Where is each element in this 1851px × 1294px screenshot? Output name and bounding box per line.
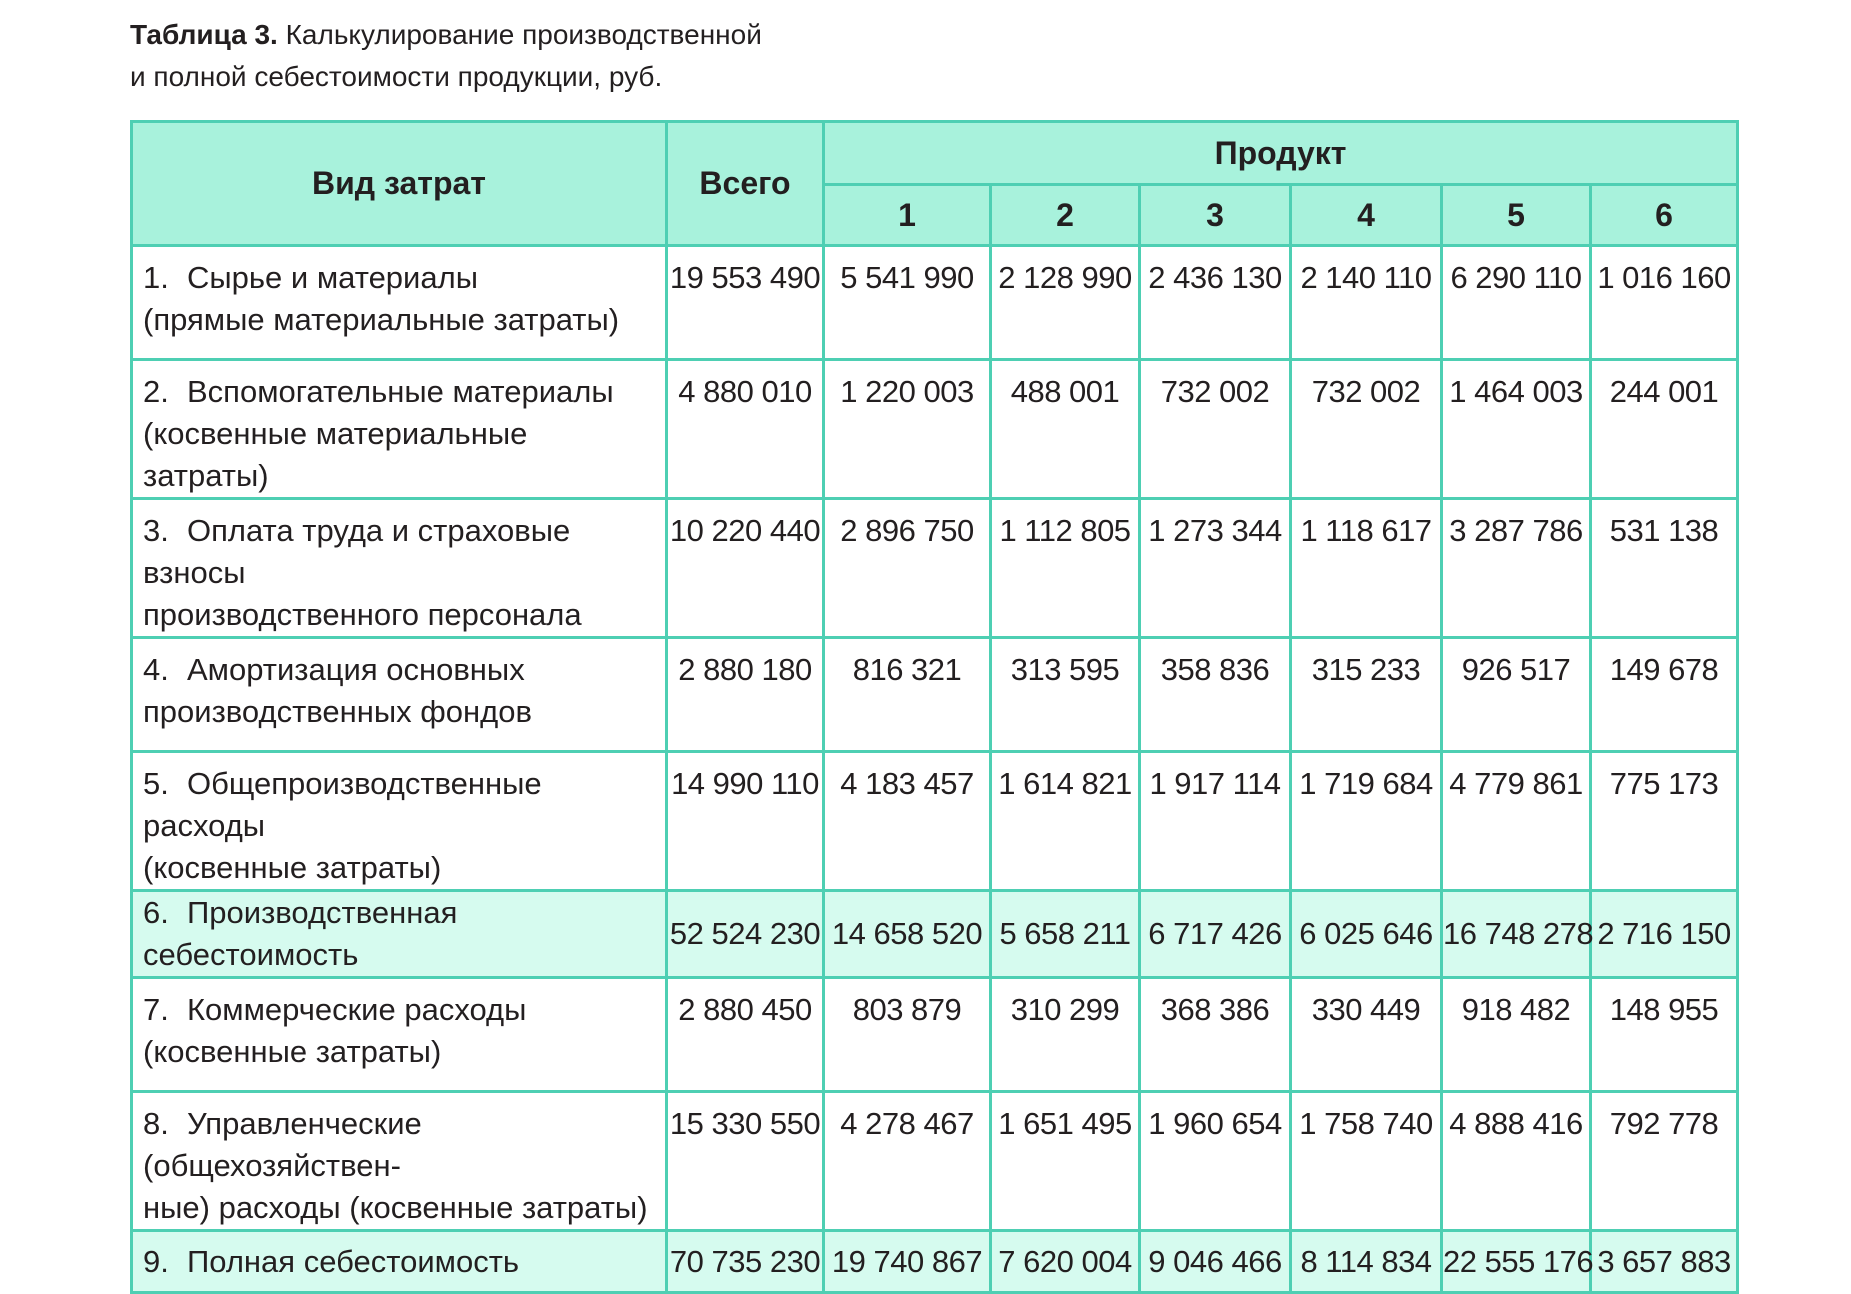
table-row [132,246,1738,360]
row-label-line-1: Сырье и материалы [187,260,478,295]
cell-product-4: 330 449 [1291,978,1442,1092]
row-label-line-1: Коммерческие расходы [187,992,527,1027]
row-number: 7. [143,992,169,1027]
row-number: 8. [143,1106,169,1141]
cell-product-1: 4 183 457 [824,752,991,891]
cell-product-4: 1 719 684 [1291,752,1442,891]
row-label [132,1231,667,1293]
cell-product-6: 3 657 883 [1591,1231,1738,1293]
cell-product-2: 2 128 990 [991,246,1140,360]
row-number: 9. [143,1243,169,1279]
cell-product-1: 816 321 [824,638,991,752]
cell-product-2: 1 614 821 [991,752,1140,891]
header-product-5: 5 [1442,185,1591,246]
cell-product-6: 148 955 [1591,978,1738,1092]
cell-product-2: 5 658 211 [991,891,1140,978]
row-label [132,978,667,1092]
row-label-line-1: Управленческие (общехозяйствен- [143,1106,422,1183]
header-total: Всего [667,122,824,246]
cell-product-1: 2 896 750 [824,499,991,638]
cell-total: 10 220 440 [667,499,824,638]
cell-product-1: 803 879 [824,978,991,1092]
table-row [132,499,1738,638]
cell-product-5: 3 287 786 [1442,499,1591,638]
cell-product-6: 244 001 [1591,360,1738,499]
header-product: Продукт [824,122,1738,185]
row-label-line-1: Полная себестоимость [187,1243,520,1279]
header-product-3: 3 [1140,185,1291,246]
cell-product-3: 368 386 [1140,978,1291,1092]
cell-product-3: 2 436 130 [1140,246,1291,360]
row-label-line-2: производственного персонала [143,597,582,632]
row-label-line-2: (косвенные материальные затраты) [143,416,528,493]
table-row [132,1092,1738,1231]
cell-product-5: 22 555 176 [1442,1231,1591,1293]
cell-product-2: 310 299 [991,978,1140,1092]
header-cost-type: Вид затрат [132,122,667,246]
row-label-line-2: производственных фондов [143,694,532,729]
cell-product-4: 6 025 646 [1291,891,1442,978]
row-label-line-2: (прямые материальные затраты) [143,302,620,337]
row-label-line-2: (косвенные затраты) [143,1034,442,1069]
cell-product-1: 1 220 003 [824,360,991,499]
cell-product-1: 4 278 467 [824,1092,991,1231]
cell-total: 15 330 550 [667,1092,824,1231]
cell-product-3: 358 836 [1140,638,1291,752]
cell-product-3: 1 917 114 [1140,752,1291,891]
cell-total: 70 735 230 [667,1231,824,1293]
cell-product-3: 9 046 466 [1140,1231,1291,1293]
caption-label: Таблица 3. [130,19,278,50]
cell-product-6: 792 778 [1591,1092,1738,1231]
header-product-1: 1 [824,185,991,246]
row-number: 6. [143,895,169,930]
row-label-line-2: (косвенные затраты) [143,850,442,885]
cell-product-5: 6 290 110 [1442,246,1591,360]
table-row-subtotal [132,891,1738,978]
row-label [132,246,667,360]
table-row [132,638,1738,752]
row-label [132,499,667,638]
header-product-2: 2 [991,185,1140,246]
table-row [132,978,1738,1092]
cell-product-6: 149 678 [1591,638,1738,752]
cell-product-5: 926 517 [1442,638,1591,752]
table-caption [130,14,762,98]
row-label [132,1092,667,1231]
cell-product-2: 1 112 805 [991,499,1140,638]
cell-product-5: 4 779 861 [1442,752,1591,891]
row-label [132,891,667,978]
cell-product-5: 16 748 278 [1442,891,1591,978]
table-row [132,360,1738,499]
cell-product-6: 531 138 [1591,499,1738,638]
row-number: 5. [143,766,169,801]
cell-product-2: 1 651 495 [991,1092,1140,1231]
cell-product-5: 1 464 003 [1442,360,1591,499]
row-label-line-2: ные) расходы (косвенные затраты) [143,1190,648,1225]
cost-calculation-table [130,120,1739,1294]
cell-product-2: 7 620 004 [991,1231,1140,1293]
cell-total: 4 880 010 [667,360,824,499]
header-product-4: 4 [1291,185,1442,246]
caption-title-part-1: Калькулирование производственной [285,19,762,50]
cell-product-5: 918 482 [1442,978,1591,1092]
cell-total: 14 990 110 [667,752,824,891]
table-row-total [132,1231,1738,1293]
row-label-line-1: Производственная себестоимость [143,895,458,972]
cell-total: 2 880 180 [667,638,824,752]
table-row [132,752,1738,891]
row-label [132,638,667,752]
caption-line-1 [130,14,762,56]
cell-product-6: 775 173 [1591,752,1738,891]
row-label-line-1: Общепроизводственные расходы [143,766,542,843]
cell-product-4: 1 758 740 [1291,1092,1442,1231]
cell-product-1: 14 658 520 [824,891,991,978]
row-number: 2. [143,374,169,409]
cell-product-4: 8 114 834 [1291,1231,1442,1293]
row-number: 1. [143,260,169,295]
row-label [132,360,667,499]
row-number: 3. [143,513,169,548]
cell-product-2: 488 001 [991,360,1140,499]
cell-product-3: 1 273 344 [1140,499,1291,638]
row-label [132,752,667,891]
row-label-line-1: Вспомогательные материалы [187,374,614,409]
cell-product-4: 315 233 [1291,638,1442,752]
cell-product-3: 732 002 [1140,360,1291,499]
cell-product-3: 6 717 426 [1140,891,1291,978]
caption-line-2: и полной себестоимости продукции, руб. [130,61,663,92]
row-number: 4. [143,652,169,687]
cell-product-1: 19 740 867 [824,1231,991,1293]
cell-product-6: 2 716 150 [1591,891,1738,978]
cell-total: 52 524 230 [667,891,824,978]
cell-total: 19 553 490 [667,246,824,360]
cell-total: 2 880 450 [667,978,824,1092]
row-label-line-1: Амортизация основных [187,652,525,687]
cell-product-6: 1 016 160 [1591,246,1738,360]
header-product-6: 6 [1591,185,1738,246]
cell-product-5: 4 888 416 [1442,1092,1591,1231]
cell-product-4: 2 140 110 [1291,246,1442,360]
row-label-line-1: Оплата труда и страховые взносы [143,513,571,590]
cell-product-2: 313 595 [991,638,1140,752]
cell-product-4: 732 002 [1291,360,1442,499]
cell-product-4: 1 118 617 [1291,499,1442,638]
cell-product-1: 5 541 990 [824,246,991,360]
cell-product-3: 1 960 654 [1140,1092,1291,1231]
